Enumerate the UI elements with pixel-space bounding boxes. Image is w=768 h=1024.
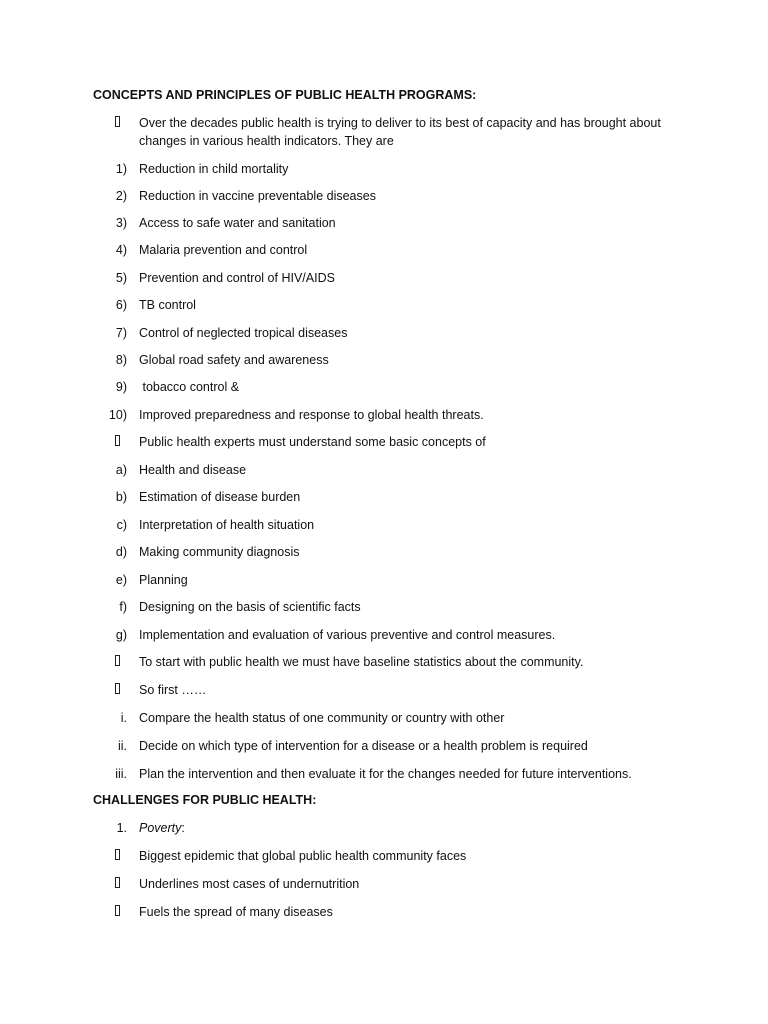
- list-item-text: Prevention and control of HIV/AIDS: [139, 271, 335, 285]
- list-item-text: Reduction in child mortality: [139, 162, 289, 176]
- list-item-text: Plan the intervention and then evaluate it for the changes needed for future interventions.: [139, 767, 632, 781]
- bullet-item-text: Biggest epidemic that global public health community faces: [139, 849, 467, 863]
- list-item-text: Planning: [139, 573, 188, 587]
- list-marker: c): [116, 518, 127, 532]
- list-item-text: Reduction in vaccine preventable diseases: [139, 189, 376, 203]
- list-marker: 3): [115, 216, 127, 230]
- list-marker: 8): [115, 353, 127, 367]
- list-item-text: Estimation of disease burden: [139, 490, 301, 504]
- bullet-intro-text: Over the decades public health is trying to deliver to its best of capacity and has brought about changes in various health indicators. They are: [139, 116, 661, 148]
- list-marker: 10): [108, 408, 127, 422]
- list-marker: 1): [115, 162, 127, 176]
- bullet-so-first-text: So first ……: [139, 683, 207, 697]
- heading-concepts: CONCEPTS AND PRINCIPLES OF PUBLIC HEALTH PROGRAMS:: [93, 88, 477, 102]
- list-item-text: Improved preparedness and response to global health threats.: [139, 408, 484, 422]
- list-marker: f): [119, 600, 127, 614]
- list-item-text: Designing on the basis of scientific facts: [139, 600, 361, 614]
- bullet-glyph-icon: [115, 433, 125, 451]
- list-marker: 4): [115, 243, 127, 257]
- list-item-text: Implementation and evaluation of various preventive and control measures.: [139, 628, 556, 642]
- bullet-glyph-icon: [115, 114, 125, 132]
- list-item-text: Decide on which type of intervention for a disease or a health problem is required: [139, 739, 588, 753]
- list-marker: b): [115, 490, 127, 504]
- bullet-glyph-icon: [115, 653, 125, 671]
- list-item-text: Control of neglected tropical diseases: [139, 326, 348, 340]
- bullet-baseline-text: To start with public health we must have baseline statistics about the community.: [139, 655, 584, 669]
- challenge-title-suffix: :: [181, 821, 185, 835]
- list-item-text: Compare the health status of one community or country with other: [139, 711, 505, 725]
- list-marker: d): [115, 545, 127, 559]
- list-marker: 9): [115, 380, 127, 394]
- bullet-item-text: Underlines most cases of undernutrition: [139, 877, 360, 891]
- list-marker: 5): [115, 271, 127, 285]
- challenge-title: [139, 819, 659, 837]
- bullet-glyph-icon: [115, 903, 125, 921]
- list-marker: 6): [115, 298, 127, 312]
- list-item-text: Global road safety and awareness: [139, 353, 329, 367]
- list-marker: g): [115, 628, 127, 642]
- bullet-item-text: Fuels the spread of many diseases: [139, 905, 333, 919]
- list-item-text: Malaria prevention and control: [139, 243, 308, 257]
- bullet-glyph-icon: [115, 847, 125, 865]
- list-marker: ii.: [117, 739, 127, 753]
- list-marker: iii.: [115, 767, 127, 781]
- bullet-concepts-text: Public health experts must understand some basic concepts of: [139, 435, 486, 449]
- list-marker: 7): [115, 326, 127, 340]
- list-marker: e): [115, 573, 127, 587]
- list-marker: a): [115, 463, 127, 477]
- heading-challenges: CHALLENGES FOR PUBLIC HEALTH:: [93, 793, 317, 807]
- list-item-text: Interpretation of health situation: [139, 518, 315, 532]
- list-marker: i.: [120, 711, 127, 725]
- challenge-title-text: Poverty: [139, 821, 182, 835]
- bullet-glyph-icon: [115, 875, 125, 893]
- list-item-text: Access to safe water and sanitation: [139, 216, 336, 230]
- list-item-text: TB control: [139, 298, 196, 312]
- list-item-text: Health and disease: [139, 463, 247, 477]
- list-item-text: tobacco control &: [139, 380, 240, 394]
- list-marker: 2): [115, 189, 127, 203]
- bullet-glyph-icon: [115, 681, 125, 699]
- list-marker: 1.: [116, 821, 127, 835]
- list-item-text: Making community diagnosis: [139, 545, 300, 559]
